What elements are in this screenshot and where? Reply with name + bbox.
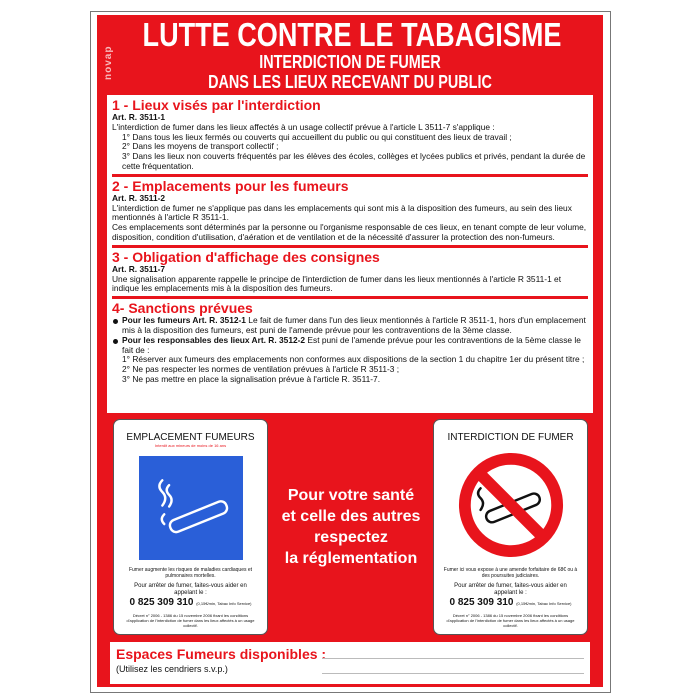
article-ref: Art. R. 3511-7 <box>112 263 166 274</box>
no-smoking-sign <box>433 419 588 635</box>
sign-title: EMPLACEMENT FUMEURS <box>126 432 255 443</box>
bullet-item: Pour les fumeurs Art. R. 3512-1 Le fait de fumer dans l'un des lieux mentionnés à l'article R 3511-1, hors d'un emplacement mis à la disposition des fumeurs, est puni de l'amende prévue pour les contraventions de la 3ème classe. <box>112 316 588 336</box>
sign-help: Pour arrêter de fumer, faites-vous aider en appelant le : <box>454 583 567 596</box>
section-text: L'interdiction de fumer ne s'applique pas dans les emplacements qui sont mis à la disposition des fumeurs, au sein des lieux mentionnés à l'article R 3511-1. <box>112 202 572 223</box>
list-item: 1° Dans tous les lieux fermés ou couverts qui accueillent du public ou qui constituent des lieux de travail ; <box>122 131 512 142</box>
sign-help: Pour arrêter de fumer, faites-vous aider en appelant le : <box>134 583 247 596</box>
sign-decree: Décret n° 2006 - 1386 du 15 novembre 2006 fixant les conditions d'application de l'interdiction de fumer dans les lieux affectés à un usage collectif. <box>126 613 255 628</box>
section-3 <box>112 250 588 299</box>
section-title: 1 - Lieux visés par l'interdiction <box>112 97 321 113</box>
section-2 <box>112 179 588 248</box>
sign-subtitle: Interdit aux mineurs de moins de 16 ans <box>154 443 227 448</box>
bullet-item: Pour les responsables des lieux Art. R. 3512-2 Est puni de l'amende prévue pour les contraventions de la 5ème classe le fait de : <box>112 336 588 356</box>
smoking-area-sign <box>113 419 268 635</box>
sign-phone: 0 825 309 310 (0,15€/min, Tabac Info Service) <box>129 597 252 608</box>
health-message: Pour votre santé et celle des autres respectez la réglementation <box>281 487 421 567</box>
poster-title: LUTTE CONTRE LE TABAGISME <box>142 16 562 53</box>
cigarette-icon <box>139 456 243 560</box>
fill-in-line <box>322 658 584 659</box>
smoking-areas-note: (Utilisez les cendriers s.v.p.) <box>116 664 228 674</box>
list-item: 1° Réserver aux fumeurs des emplacements non conformes aux dispositions de la section 1 du chapitre 1er du présent titre ; <box>122 354 585 365</box>
poster-subtitle-2: DANS LES LIEUX RECEVANT DU PUBLIC <box>208 72 492 92</box>
sign-decree: Décret n° 2006 - 1386 du 15 novembre 2006 fixant les conditions d'application de l'interdiction de fumer dans les lieux affectés à un usage collectif. <box>446 613 575 628</box>
list-item: 3° Dans les lieux non couverts fréquentés par les élèves des écoles, collèges et lycées publics et privés, pendant la durée de cette fréquentation. <box>122 151 586 171</box>
sign-warning: Fumer augmente les risques de maladies cardiaques et pulmonaires mortelles. <box>128 567 253 579</box>
sign-warning: Fumer ici vous expose à une amende forfaitaire de 68€ ou à des poursuites judiciaires. <box>443 567 578 579</box>
smoking-areas-box <box>110 642 590 684</box>
sign-phone: 0 825 309 310 (0,15€/min, Tabac Info Service) <box>449 597 572 608</box>
no-smoking-icon <box>457 451 565 559</box>
section-text: Ces emplacements sont déterminés par la personne ou l'organisme responsable de ces lieux, en tenant compte de leur volume, disposition, condition d'utilisation, d'aération et de ventilation et de la nécessité d'assurer la protection des non-fumeurs. <box>112 222 587 242</box>
section-title: 2 - Emplacements pour les fumeurs <box>112 177 349 194</box>
article-ref: Art. R. 3511-1 <box>112 112 166 122</box>
list-item: 3° Ne pas mettre en place la signalisation prévue à l'article R. 3511-7. <box>122 373 381 384</box>
section-4 <box>112 301 588 387</box>
section-title: 3 - Obligation d'affichage des consignes <box>112 248 380 265</box>
poster-subtitle: INTERDICTION DE FUMER <box>259 52 441 72</box>
brand-logo: novap <box>103 45 114 80</box>
sign-title: INTERDICTION DE FUMER <box>447 432 574 443</box>
fill-in-line <box>322 673 584 674</box>
section-text: L'interdiction de fumer dans les lieux affectés à un usage collectif prévue à l'article L 3511-7 s'applique : <box>112 121 495 132</box>
list-item: 2° Dans les moyens de transport collectif ; <box>122 141 279 152</box>
section-title: 4- Sanctions prévues <box>112 300 253 317</box>
regulation-sections <box>107 95 593 413</box>
section-1 <box>112 98 588 177</box>
section-text: Une signalisation apparente rappelle le principe de l'interdiction de fumer dans les lieux mentionnés à l'article R 3511-1 et indique les emplacements mis à la disposition des fumeurs. <box>112 273 562 294</box>
list-item: 2° Ne pas respecter les normes de ventilation prévues à l'article R 3511-3 ; <box>122 364 400 375</box>
article-ref: Art. R. 3511-2 <box>112 192 166 203</box>
smoking-areas-title: Espaces Fumeurs disponibles : <box>116 646 327 662</box>
